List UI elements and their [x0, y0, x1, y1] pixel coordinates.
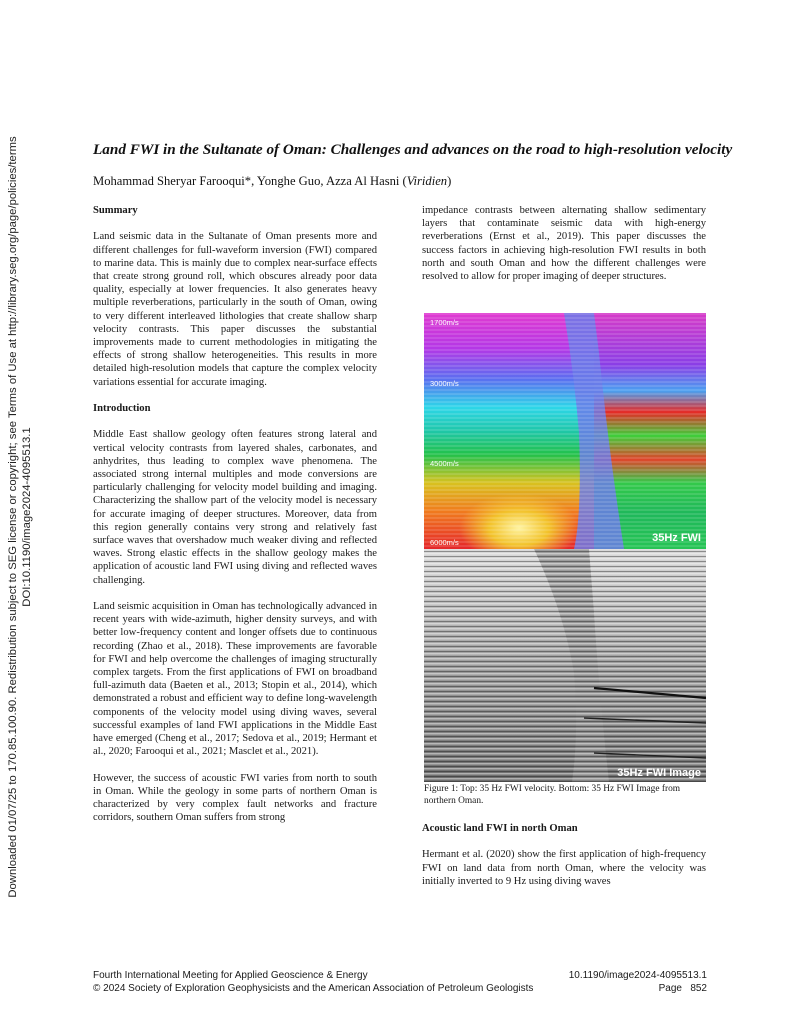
footer-page-label: Page [658, 983, 682, 994]
download-notice-line: Downloaded 01/07/25 to 170.85.100.90. Redistribution subject to SEG license or copyright; see Terms of Use at http://library.seg.org/page/policies/terms [7, 136, 19, 898]
footer-copyright: © 2024 Society of Exploration Geophysicists and the American Association of Petroleum Geologists [93, 983, 534, 994]
paper-title: Land FWI in the Sultanate of Oman: Challenges and advances on the road to high-resolution velocity [93, 141, 733, 158]
right-column [422, 204, 706, 296]
footer-meeting: Fourth International Meeting for Applied Geoscience & Energy [93, 970, 368, 981]
author-close-paren: ) [447, 174, 452, 188]
footer-page-number: 852 [690, 983, 707, 994]
velocity-tick-2: 3000m/s [430, 379, 459, 388]
footer-doi: 10.1190/image2024-4095513.1 [568, 970, 707, 981]
north-oman-heading: Acoustic land FWI in north Oman [422, 823, 578, 834]
velocity-panel-label: 35Hz FWI [652, 532, 701, 544]
footer-page [569, 982, 707, 995]
introduction-paragraph-2: Land seismic acquisition in Oman has technologically advanced in recent years with wide-azimuth, higher density surveys, and with better low-frequency content and longer offsets due to continuous recording (Zhao et al., 2018). These improvements are favorable for FWI and help overcome the challenges of imaging structurally complex targets. From the first applications of FWI on broadband full-azimuth data (Baeten et al., 2013; Stopin et al., 2014), which demonstrated a robust and efficient way to define long-wavelength components of the velocity model using diving waves, several successful examples of land FWI applications in the Middle East have emerged (Cheng et al., 2017; Sedova et al., 2019; Hermant et al., 2020; Farooqui et al., 2021; Masclet et al., 2021). [93, 601, 377, 758]
velocity-tick-1: 1700m/s [430, 318, 459, 327]
velocity-tick-3: 4500m/s [430, 459, 459, 468]
summary-heading: Summary [93, 205, 138, 216]
download-notice [0, 0, 40, 1035]
page-footer [93, 969, 707, 995]
image-panel-label: 35Hz FWI Image [617, 767, 701, 779]
doi-notice-line: DOI:10.1190/image2024-4095513.1 [21, 427, 33, 607]
north-oman-paragraph: Hermant et al. (2020) show the first application of high-frequency FWI on land data from north Oman, where the velocity was initially inverted to 9 Hz using diving waves [422, 849, 706, 887]
right-column-lower [422, 822, 706, 901]
introduction-heading: Introduction [93, 403, 151, 415]
author-names: Mohammad Sheryar Farooqui*, Yonghe Guo, Azza Al Hasni ( [93, 174, 407, 188]
left-column [93, 204, 377, 838]
figure-1-image [424, 313, 706, 782]
introduction-paragraph-4: impedance contrasts between alternating shallow sedimentary layers that contaminate seismic data with high-energy reverberations (Ernst et al., 2019). This paper discusses the success factors in achieving high-resolution FWI results in both north and south Oman and how the different challenges were resolved to allow for proper imaging of deeper structures. [422, 205, 706, 283]
introduction-paragraph-1: Middle East shallow geology often features strong lateral and vertical velocity contrasts from layered shales, carbonates, and anhydrites, thus leading to complex wave phenomena. The associated strong internal multiples and mode conversions are particularly challenging for velocity model building and imaging. Characterizing the shallow part of the velocity model is necessary for accurate imaging of deeper structures. Moreover, data from this region generally contains very strong and relatively fast surface waves that overshadow much weaker diving and reflected waves. Strong elastic effects in the shallow geology makes the application of acoustic land FWI using diving and reflected waves challenging. [93, 429, 377, 586]
summary-paragraph: Land seismic data in the Sultanate of Oman presents more and different challenges for full-waveform inversion (FWI) compared to marine data. This is mainly due to complex near-surface effects that create strong ground roll, which obscures already poor data quality, especially at lower frequencies. It also generates heavy multiple reverberations, particularly in the south of Oman, owing to very different interleaved lithologies that create shallow sharp velocity contrasts. This paper discusses the substantial improvements made to current methodologies in mitigating the effects of strong shallow heterogeneities. This results in more detailed high-resolution models that capture the complex velocity variations essential for accurate imaging. [93, 231, 377, 388]
velocity-panel [424, 313, 706, 563]
figure-caption: Figure 1: Top: 35 Hz FWI velocity. Bottom: 35 Hz FWI Image from northern Oman. [424, 784, 681, 806]
seismic-image-panel [424, 549, 706, 782]
author-affiliation: Viridien [406, 174, 448, 188]
footer-right [569, 969, 707, 995]
figure-1 [424, 313, 706, 782]
author-line [93, 174, 733, 189]
introduction-paragraph-3: However, the success of acoustic FWI varies from north to south in Oman. While the geology in some parts of northern Oman is characterized by very complex fault networks and fracture corridors, southern Oman suffers from strong [93, 772, 377, 824]
velocity-tick-4: 6000m/s [430, 538, 459, 547]
